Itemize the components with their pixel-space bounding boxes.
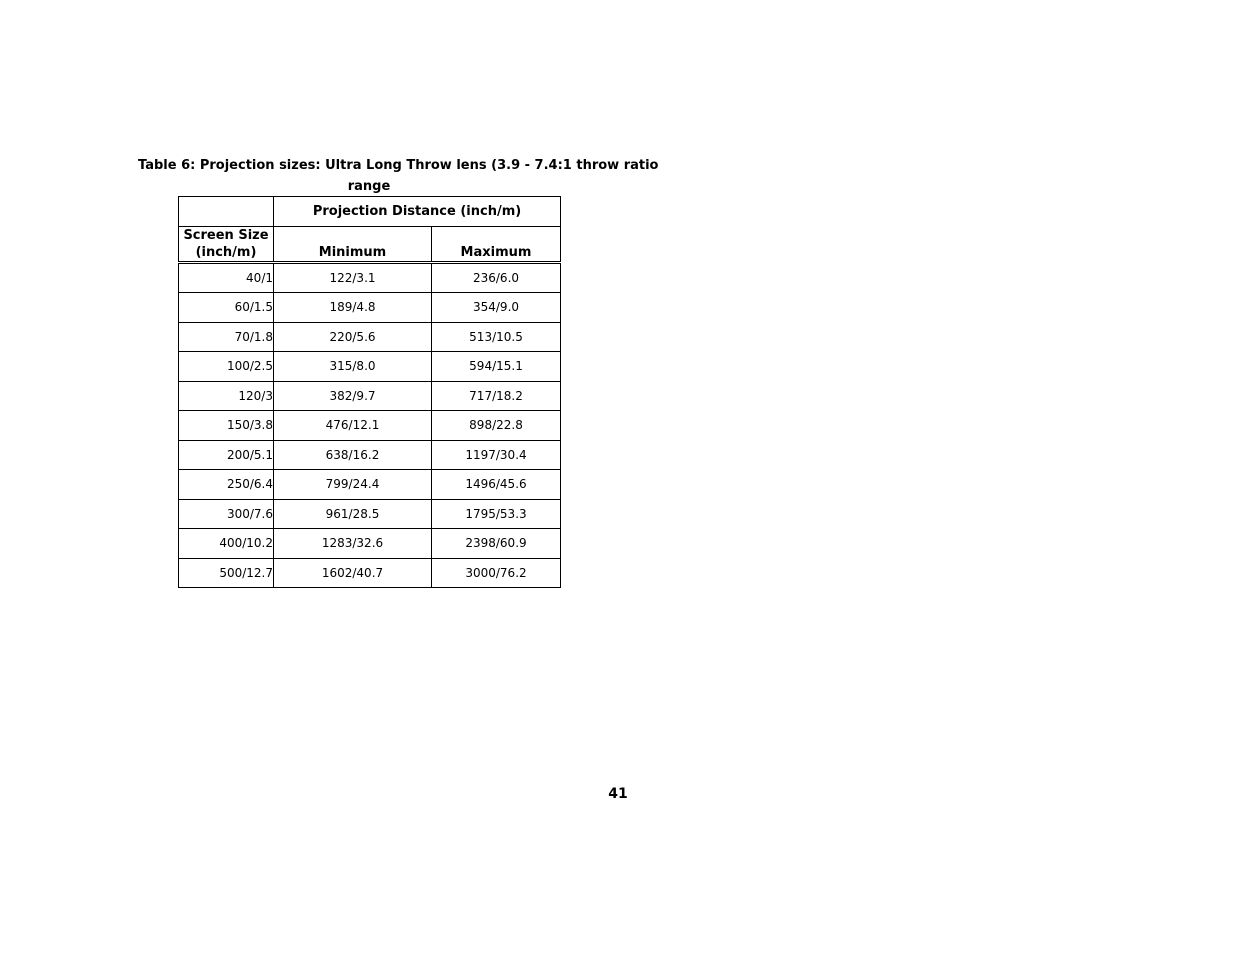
table-row <box>179 352 561 382</box>
minimum-cell: 220/5.6 <box>274 322 432 352</box>
screen-size-header-line2: (inch/m) <box>195 244 257 260</box>
maximum-cell: 236/6.0 <box>432 262 561 293</box>
table-group-header-row <box>179 197 561 227</box>
screen-size-header <box>179 226 274 262</box>
screen-size-cell: 100/2.5 <box>179 352 274 382</box>
screen-size-cell: 250/6.4 <box>179 470 274 500</box>
screen-size-cell: 120/3 <box>179 381 274 411</box>
maximum-header: Maximum <box>432 226 561 262</box>
table-row <box>179 322 561 352</box>
table-row <box>179 499 561 529</box>
table-row <box>179 440 561 470</box>
minimum-cell: 476/12.1 <box>274 411 432 441</box>
maximum-cell: 1795/53.3 <box>432 499 561 529</box>
screen-size-cell: 400/10.2 <box>179 529 274 559</box>
minimum-cell: 315/8.0 <box>274 352 432 382</box>
projection-distance-header: Projection Distance (inch/m) <box>274 197 561 227</box>
table-row <box>179 411 561 441</box>
table-caption <box>138 155 659 197</box>
screen-size-cell: 200/5.1 <box>179 440 274 470</box>
minimum-cell: 1283/32.6 <box>274 529 432 559</box>
table-row <box>179 262 561 293</box>
maximum-cell: 594/15.1 <box>432 352 561 382</box>
maximum-cell: 717/18.2 <box>432 381 561 411</box>
maximum-cell: 1197/30.4 <box>432 440 561 470</box>
minimum-header: Minimum <box>274 226 432 262</box>
minimum-cell: 799/24.4 <box>274 470 432 500</box>
minimum-cell: 189/4.8 <box>274 293 432 323</box>
minimum-cell: 1602/40.7 <box>274 558 432 588</box>
table-row <box>179 529 561 559</box>
table-column-header-row <box>179 226 561 262</box>
screen-size-cell: 40/1 <box>179 262 274 293</box>
page-number: 41 <box>608 786 628 802</box>
minimum-cell: 382/9.7 <box>274 381 432 411</box>
screen-size-cell: 500/12.7 <box>179 558 274 588</box>
maximum-cell: 513/10.5 <box>432 322 561 352</box>
table-row <box>179 293 561 323</box>
table-caption-line1: Table 6: Projection sizes: Ultra Long Throw lens (3.9 - 7.4:1 throw ratio <box>138 158 659 173</box>
screen-size-cell: 60/1.5 <box>179 293 274 323</box>
minimum-cell: 122/3.1 <box>274 262 432 293</box>
minimum-cell: 961/28.5 <box>274 499 432 529</box>
empty-header-cell <box>179 197 274 227</box>
maximum-cell: 898/22.8 <box>432 411 561 441</box>
screen-size-cell: 300/7.6 <box>179 499 274 529</box>
maximum-cell: 1496/45.6 <box>432 470 561 500</box>
maximum-cell: 2398/60.9 <box>432 529 561 559</box>
table-row <box>179 558 561 588</box>
minimum-cell: 638/16.2 <box>274 440 432 470</box>
table-caption-line2: range <box>347 179 391 194</box>
screen-size-cell: 70/1.8 <box>179 322 274 352</box>
screen-size-cell: 150/3.8 <box>179 411 274 441</box>
screen-size-header-line1: Screen Size <box>183 227 269 243</box>
table-row <box>179 381 561 411</box>
table-row <box>179 470 561 500</box>
maximum-cell: 3000/76.2 <box>432 558 561 588</box>
maximum-cell: 354/9.0 <box>432 293 561 323</box>
projection-sizes-table <box>178 196 561 588</box>
